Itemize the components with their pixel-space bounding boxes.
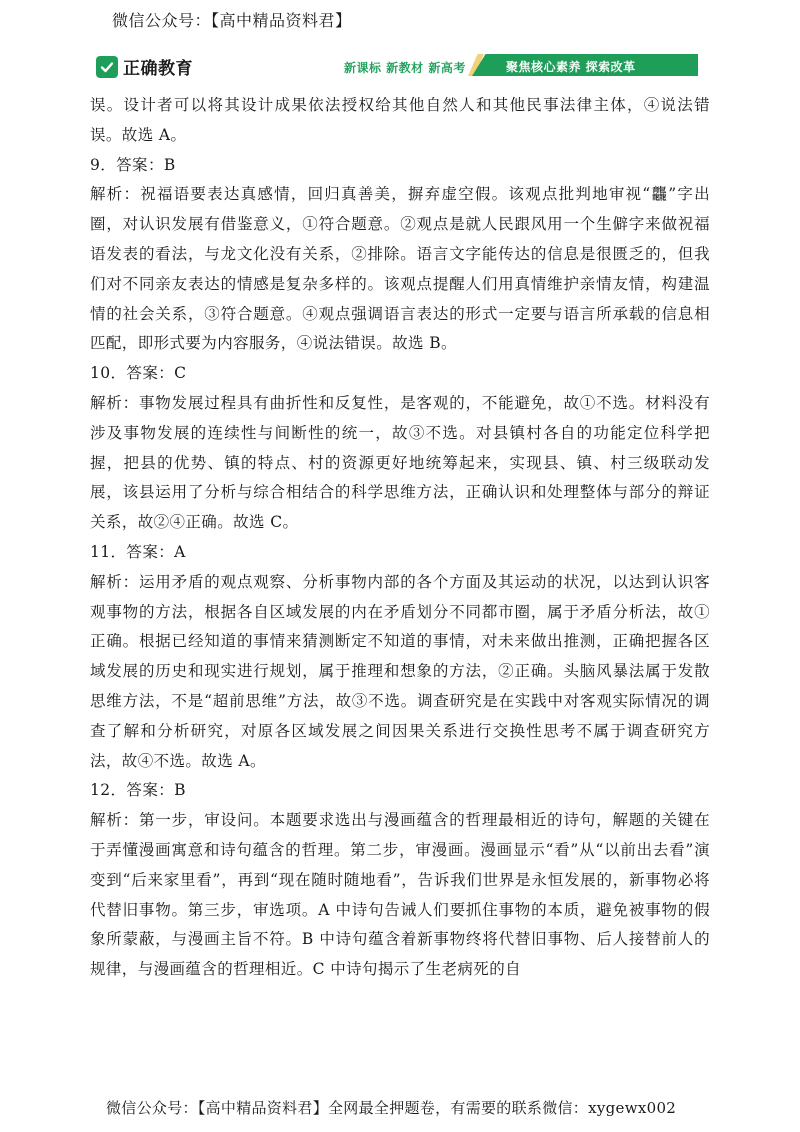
paragraph: 解析：第一步，审设问。本题要求选出与漫画蕴含的哲理最相近的诗句，解题的关键在于弄懂漫画寓意和诗句蕴含的哲理。第二步，审漫画。漫画显示“看”从“以前出去看”演变到“后来家里看”，再到“现在随时随地看”，告诉我们世界是永恒发展的，新事物必将代替旧事物。第三步，审选项。A 中诗句告诫人们要抓住事物的本质，避免被事物的假象所蒙蔽，与漫画主旨不符。B 中诗句蕴含着新事物终将代替旧事物、后人接替前人的规律，与漫画蕴含的哲理相近。C 中诗句揭示了生老病死的自 xyxy=(90,811,710,979)
answer-heading: 11．答案：A xyxy=(90,542,186,561)
brand-logo xyxy=(96,54,193,79)
paragraph: 解析：事物发展过程具有曲折性和反复性，是客观的，不能避免，故①不选。材料没有涉及事物发展的连续性与间断性的统一，故③不选。对县镇村各自的功能定位科学把握，把县的优势、镇的特点、村的资源更好地统筹起来，实现县、镇、村三级联动发展，该县运用了分析与综合相结合的科学思维方法，正确认识和处理整体与部分的辩证关系，故②④正确。故选 C。 xyxy=(90,393,710,532)
slogan-curriculum: 新课标 新教材 新高考 xyxy=(344,61,466,75)
checkmark-icon xyxy=(96,56,118,78)
answer-heading: 10．答案：C xyxy=(90,364,187,383)
page-header xyxy=(96,50,716,90)
paragraph: 误。设计者可以将其设计成果依法授权给其他自然人和其他民事法律主体，④说法错误。故选 A。 xyxy=(90,96,710,144)
answer-heading: 9．答案：B xyxy=(90,155,176,174)
brand-name: 正确教育 xyxy=(123,59,193,79)
slogan-reform: 聚焦核心素养 探索改革 xyxy=(506,60,636,74)
answer-heading: 12．答案：B xyxy=(90,781,186,800)
answer-content xyxy=(90,91,710,985)
top-wechat-banner: 微信公众号：【高中精品资料君】 xyxy=(112,11,352,30)
paragraph: 解析：运用矛盾的观点观察、分析事物内部的各个方面及其运动的状况，以达到认识客观事物的方法，根据各自区域发展的内在矛盾划分不同都市圈，属于矛盾分析法，故①正确。根据已经知道的事情来猜测断定不知道的事情，对未来做出推测，正确把握各区域发展的历史和现实进行规划，属于推理和想象的方法，②正确。头脑风暴法属于发散思维方法，不是“超前思维”方法，故③不选。调查研究是在实践中对客观实际情况的调查了解和分析研究，对原各区域发展之间因果关系进行交换性思考不属于调查研究方法，故④不选。故选 A。 xyxy=(90,572,710,770)
paragraph: 解析：祝福语要表达真感情，回归真善美，摒弃虚空假。该观点批判地审视“龘”字出圈，对认识发展有借鉴意义，①符合题意。②观点是就人民跟风用一个生僻字来做祝福语发表的看法，与龙文化没有关系，②排除。语言文字能传达的信息是很匮乏的，但我们对不同亲友表达的情感是复杂多样的。该观点提醒人们用真情维护亲情友情，构建温情的社会关系，③符合题意。④观点强调语言表达的形式一定要与语言所承载的信息相匹配，即形式要为内容服务，④说法错误。故选 B。 xyxy=(90,185,710,353)
footer-wechat-contact: 微信公众号：【高中精品资料君】全网最全押题卷，有需要的联系微信：xygewx002 xyxy=(106,1099,677,1117)
